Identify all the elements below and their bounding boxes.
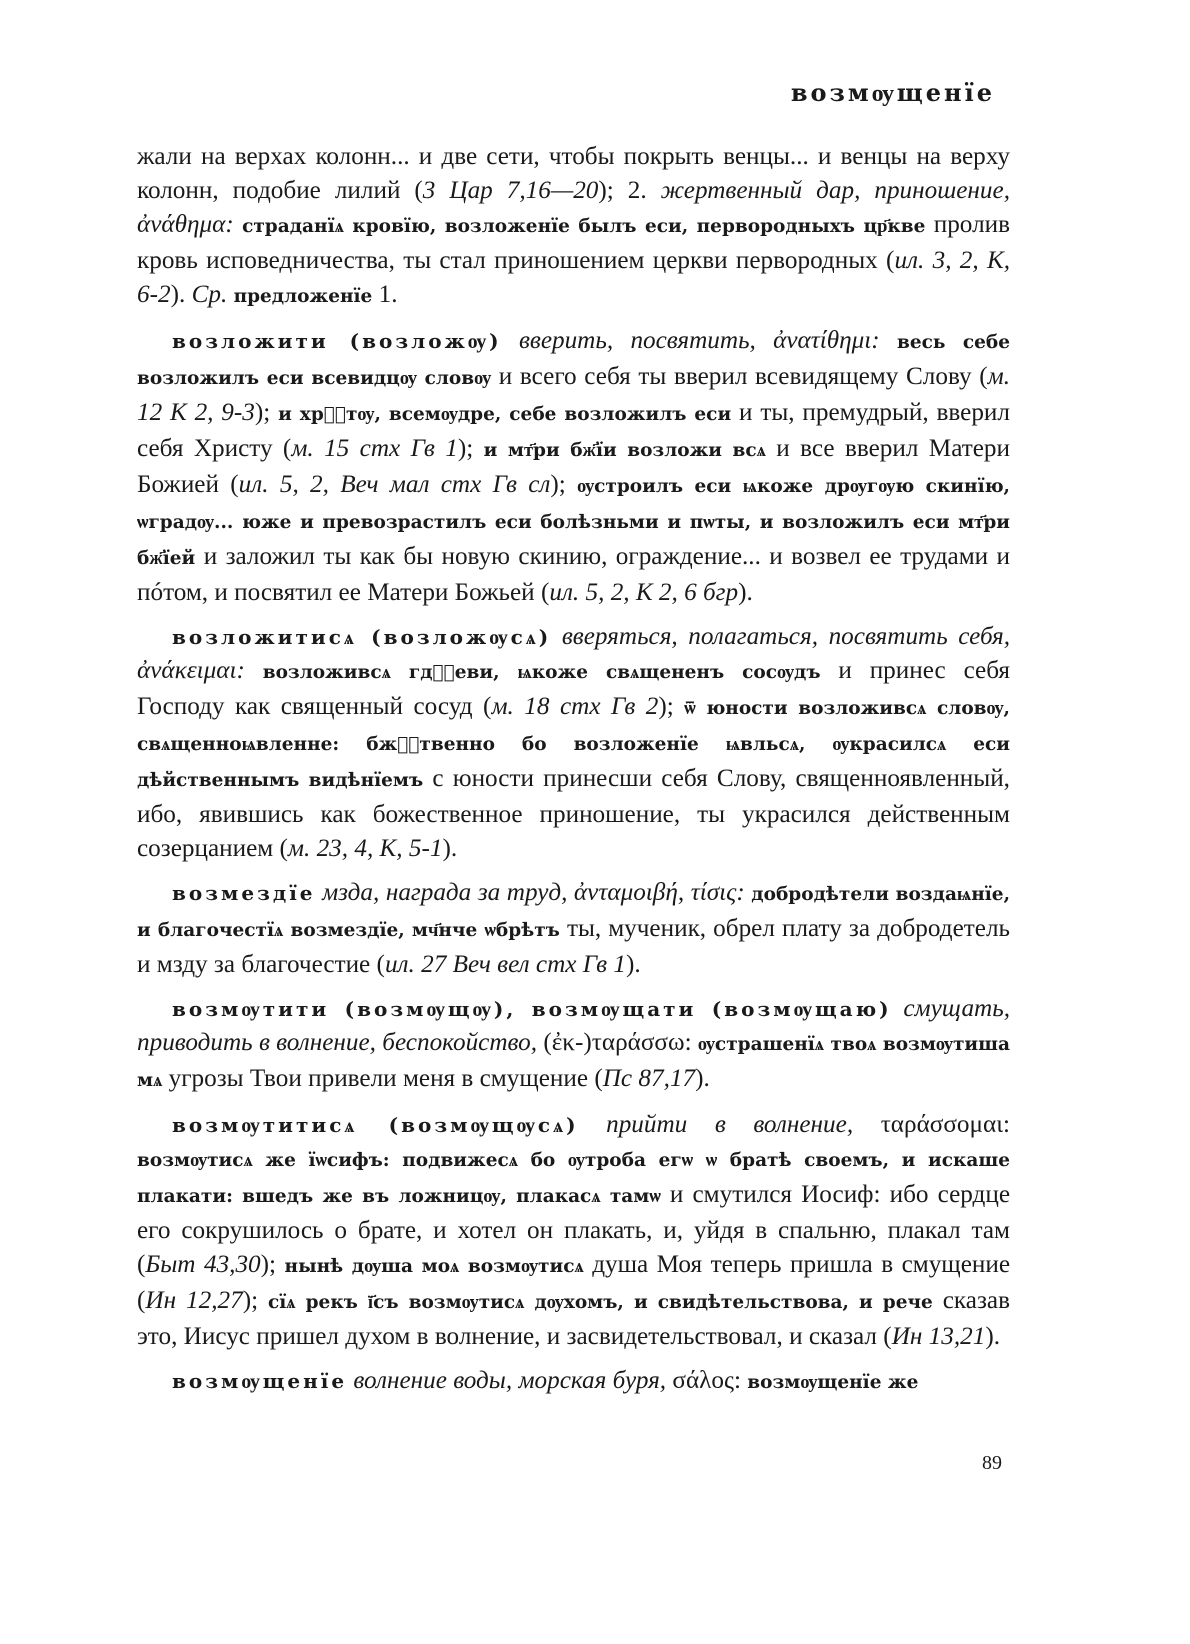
slavonic-quote: возмѹтисѧ же їѡсифъ: подвижесѧ бо ѹтроба егѡ ѡ братѣ своемъ, и искаше плакати: вшедъ же въ ложницѹ, плакасѧ тамѡ: [137, 1150, 1010, 1207]
translation-text: ил. 5, 2, Веч мал стх Гв сл: [238, 471, 551, 498]
russian-text: σάλος:: [672, 1367, 748, 1394]
russian-text: );: [550, 471, 578, 498]
russian-text: [892, 995, 904, 1022]
slavonic-quote: ѹстрашенїѧ твоѧ возмѹтиша мѧ: [137, 1034, 1010, 1091]
translation-text: м. 15 стх Гв 1: [291, 435, 458, 462]
page-number: 89: [982, 1452, 1002, 1474]
entry-vozlozhiti: [137, 324, 1010, 610]
russian-text: и принес себя Господу как священный сосуд (: [137, 657, 1011, 720]
headword: возложити (возложѹ): [172, 329, 502, 353]
russian-text: ).: [695, 1065, 710, 1092]
russian-text: и всего себя ты вверил всевидящему Слову (: [491, 363, 988, 390]
russian-text: и заложил ты как бы новую скинию, ограждение... и возвел ее трудами и пóтом, и посвятил ее Матери Божьей (: [137, 543, 1010, 606]
translation-text: смущать, приводить в волнение, беспокойство,: [137, 995, 1010, 1056]
russian-text: и все вверил Матери Божией (: [137, 435, 1010, 498]
russian-text: душа Моя теперь пришла в смущение (: [137, 1251, 1011, 1314]
russian-text: сказав это, Иисус пришел духом в волнение, и засвидетельствовал, и сказал (: [137, 1287, 1010, 1350]
russian-text: );: [457, 435, 484, 462]
russian-text: 1.: [372, 281, 398, 308]
translation-text: мзда, награда за труд, ἀνταμοιβή, τίσις:: [322, 879, 752, 906]
slavonic-quote: сїѧ рекъ ї҃съ возмѹтисѧ дѹхомъ, и свидѣтельствова, и рече: [268, 1292, 933, 1313]
slavonic-quote: возложивсѧ гдⷭ҇еви, ѩкоже свѧщененъ сосѹдъ: [262, 662, 821, 683]
translation-text: Ср.: [191, 281, 228, 308]
russian-text: );: [658, 693, 685, 720]
translation-text: ил. 27 Веч вел стх Гв 1: [384, 951, 626, 978]
slavonic-quote: возмѹщенїе же: [747, 1372, 919, 1393]
translation-text: жертвенный дар, приношение, ἀνάθημα:: [137, 177, 1010, 238]
slavonic-quote: и мт҃ри бж҃їи возложи всѧ: [483, 440, 766, 461]
entry-vozmutiti: [137, 992, 1010, 1098]
translation-text: Ин 13,21: [891, 1323, 986, 1350]
russian-text: );: [242, 1287, 268, 1314]
entry-vozmutitisya: [137, 1108, 1010, 1354]
russian-text: ).: [170, 281, 192, 308]
translation-text: волнение воды, морская буря,: [353, 1367, 673, 1394]
russian-text: (ἐκ-)ταράσσω:: [543, 1029, 698, 1056]
translation-text: Ин 12,27: [145, 1287, 243, 1314]
slavonic-quote: ѹстроилъ еси ѩкоже дрѹгѹю скинїю, ѡградѹ... юже и превозрастилъ еси болѣзньми и пѡты, и возложилъ еси мт҃ри бж҃їей: [137, 476, 1011, 569]
headword: возмѹщенїе: [172, 1369, 348, 1393]
russian-text: ).: [738, 579, 753, 606]
translation-text: ил. 5, 2, К 2, 6 бгр: [549, 579, 739, 606]
running-head: возмѹщенїе: [790, 78, 995, 107]
russian-text: жали на верхах колонн... и две сети, чтобы покрыть венцы... и венцы на верху колонн, подобие лилий (: [137, 143, 1010, 204]
russian-text: пролив кровь исповедничества, ты стал приношением церкви первородных (: [137, 211, 1011, 274]
headword: возмездїе: [172, 881, 316, 905]
translation-text: ил. 3, 2, К, 6-2: [137, 247, 1011, 308]
translation-text: прийти в волнение,: [606, 1111, 881, 1138]
headword: возмѹтитисѧ (возмѹщѹсѧ): [172, 1113, 579, 1137]
russian-text: с юности принесши себя Слову, священноявленный, ибо, явившись как божественное приношение, ты украсился действенным созерцанием (: [137, 765, 1010, 862]
translation-text: 3 Цар 7,16—20: [422, 177, 599, 204]
slavonic-quote: предложенїе: [233, 286, 373, 307]
entry-vozmushchenie: [137, 1364, 1010, 1400]
russian-text: [551, 623, 562, 650]
russian-text: [579, 1111, 607, 1138]
translation-text: Быт 43,30: [145, 1251, 261, 1278]
russian-text: и смутился Иосиф: ибо сердце его сокрушилось о брате, и хотел он плакать, и, уйдя в спальню, плакал там (: [137, 1181, 1010, 1278]
russian-text: и ты, премудрый, вверил себя Христу (: [137, 399, 1010, 462]
russian-text: ты, мученик, обрел плату за добродетель и мзду за благочестие (: [137, 915, 1010, 978]
translation-text: м. 12 К 2, 9-3: [137, 363, 1010, 426]
russian-text: ταράσσομαι:: [880, 1111, 1010, 1138]
russian-text: );: [254, 399, 279, 426]
slavonic-quote: нынѣ дѹша моѧ возмѹтисѧ: [284, 1256, 584, 1277]
dictionary-text: [137, 140, 1010, 1410]
russian-text: ).: [985, 1323, 1001, 1350]
russian-text: );: [260, 1251, 285, 1278]
russian-text: ); 2.: [598, 177, 661, 204]
russian-text: [502, 327, 519, 354]
russian-text: ).: [625, 951, 641, 978]
russian-text: ).: [442, 835, 458, 862]
translation-text: вверить, посвятить, ἀνατίθημι:: [518, 327, 897, 354]
slavonic-quote: ѿ юности возложивсѧ словѹ, свѧщенноѩвленне: бжⷭ҇твенно бо возложенїе ѩвльсѧ, ѹкрасилсѧ еси дѣйственнымъ видѣнїемъ: [137, 698, 1010, 791]
headword: возмѹтити (возмѹщѹ), возмѹщати (возмѹщаю): [172, 997, 892, 1021]
entry-1: [137, 140, 1010, 314]
slavonic-quote: весь себе возложилъ еси всевидцѹ словѹ: [137, 332, 1011, 389]
entry-vozmezdie: [137, 876, 1010, 982]
headword: возложитисѧ (возложѹсѧ): [172, 625, 552, 649]
translation-text: м. 23, 4, К, 5-1: [287, 835, 443, 862]
entry-vozlozhitisya: [137, 620, 1010, 866]
russian-text: угрозы Твои привели меня в смущение (: [162, 1065, 603, 1092]
slavonic-quote: добродѣтели воздаѩнїе, и благочестїѧ возмездїе, мч҃нче ѡбрѣтъ: [137, 884, 1011, 941]
slavonic-quote: страданїѧ кровїю, возложенїе былъ еси, первородныхъ цр҃кве: [242, 216, 926, 237]
translation-text: вверяться, полагаться, посвятить себя, ἀνάκειμαι:: [137, 623, 1011, 684]
translation-text: Пс 87,17: [602, 1065, 696, 1092]
translation-text: м. 18 стх Гв 2: [491, 693, 659, 720]
slavonic-quote: и хрⷭ҇тѹ, всемѹдре, себе возложилъ еси: [278, 404, 732, 425]
